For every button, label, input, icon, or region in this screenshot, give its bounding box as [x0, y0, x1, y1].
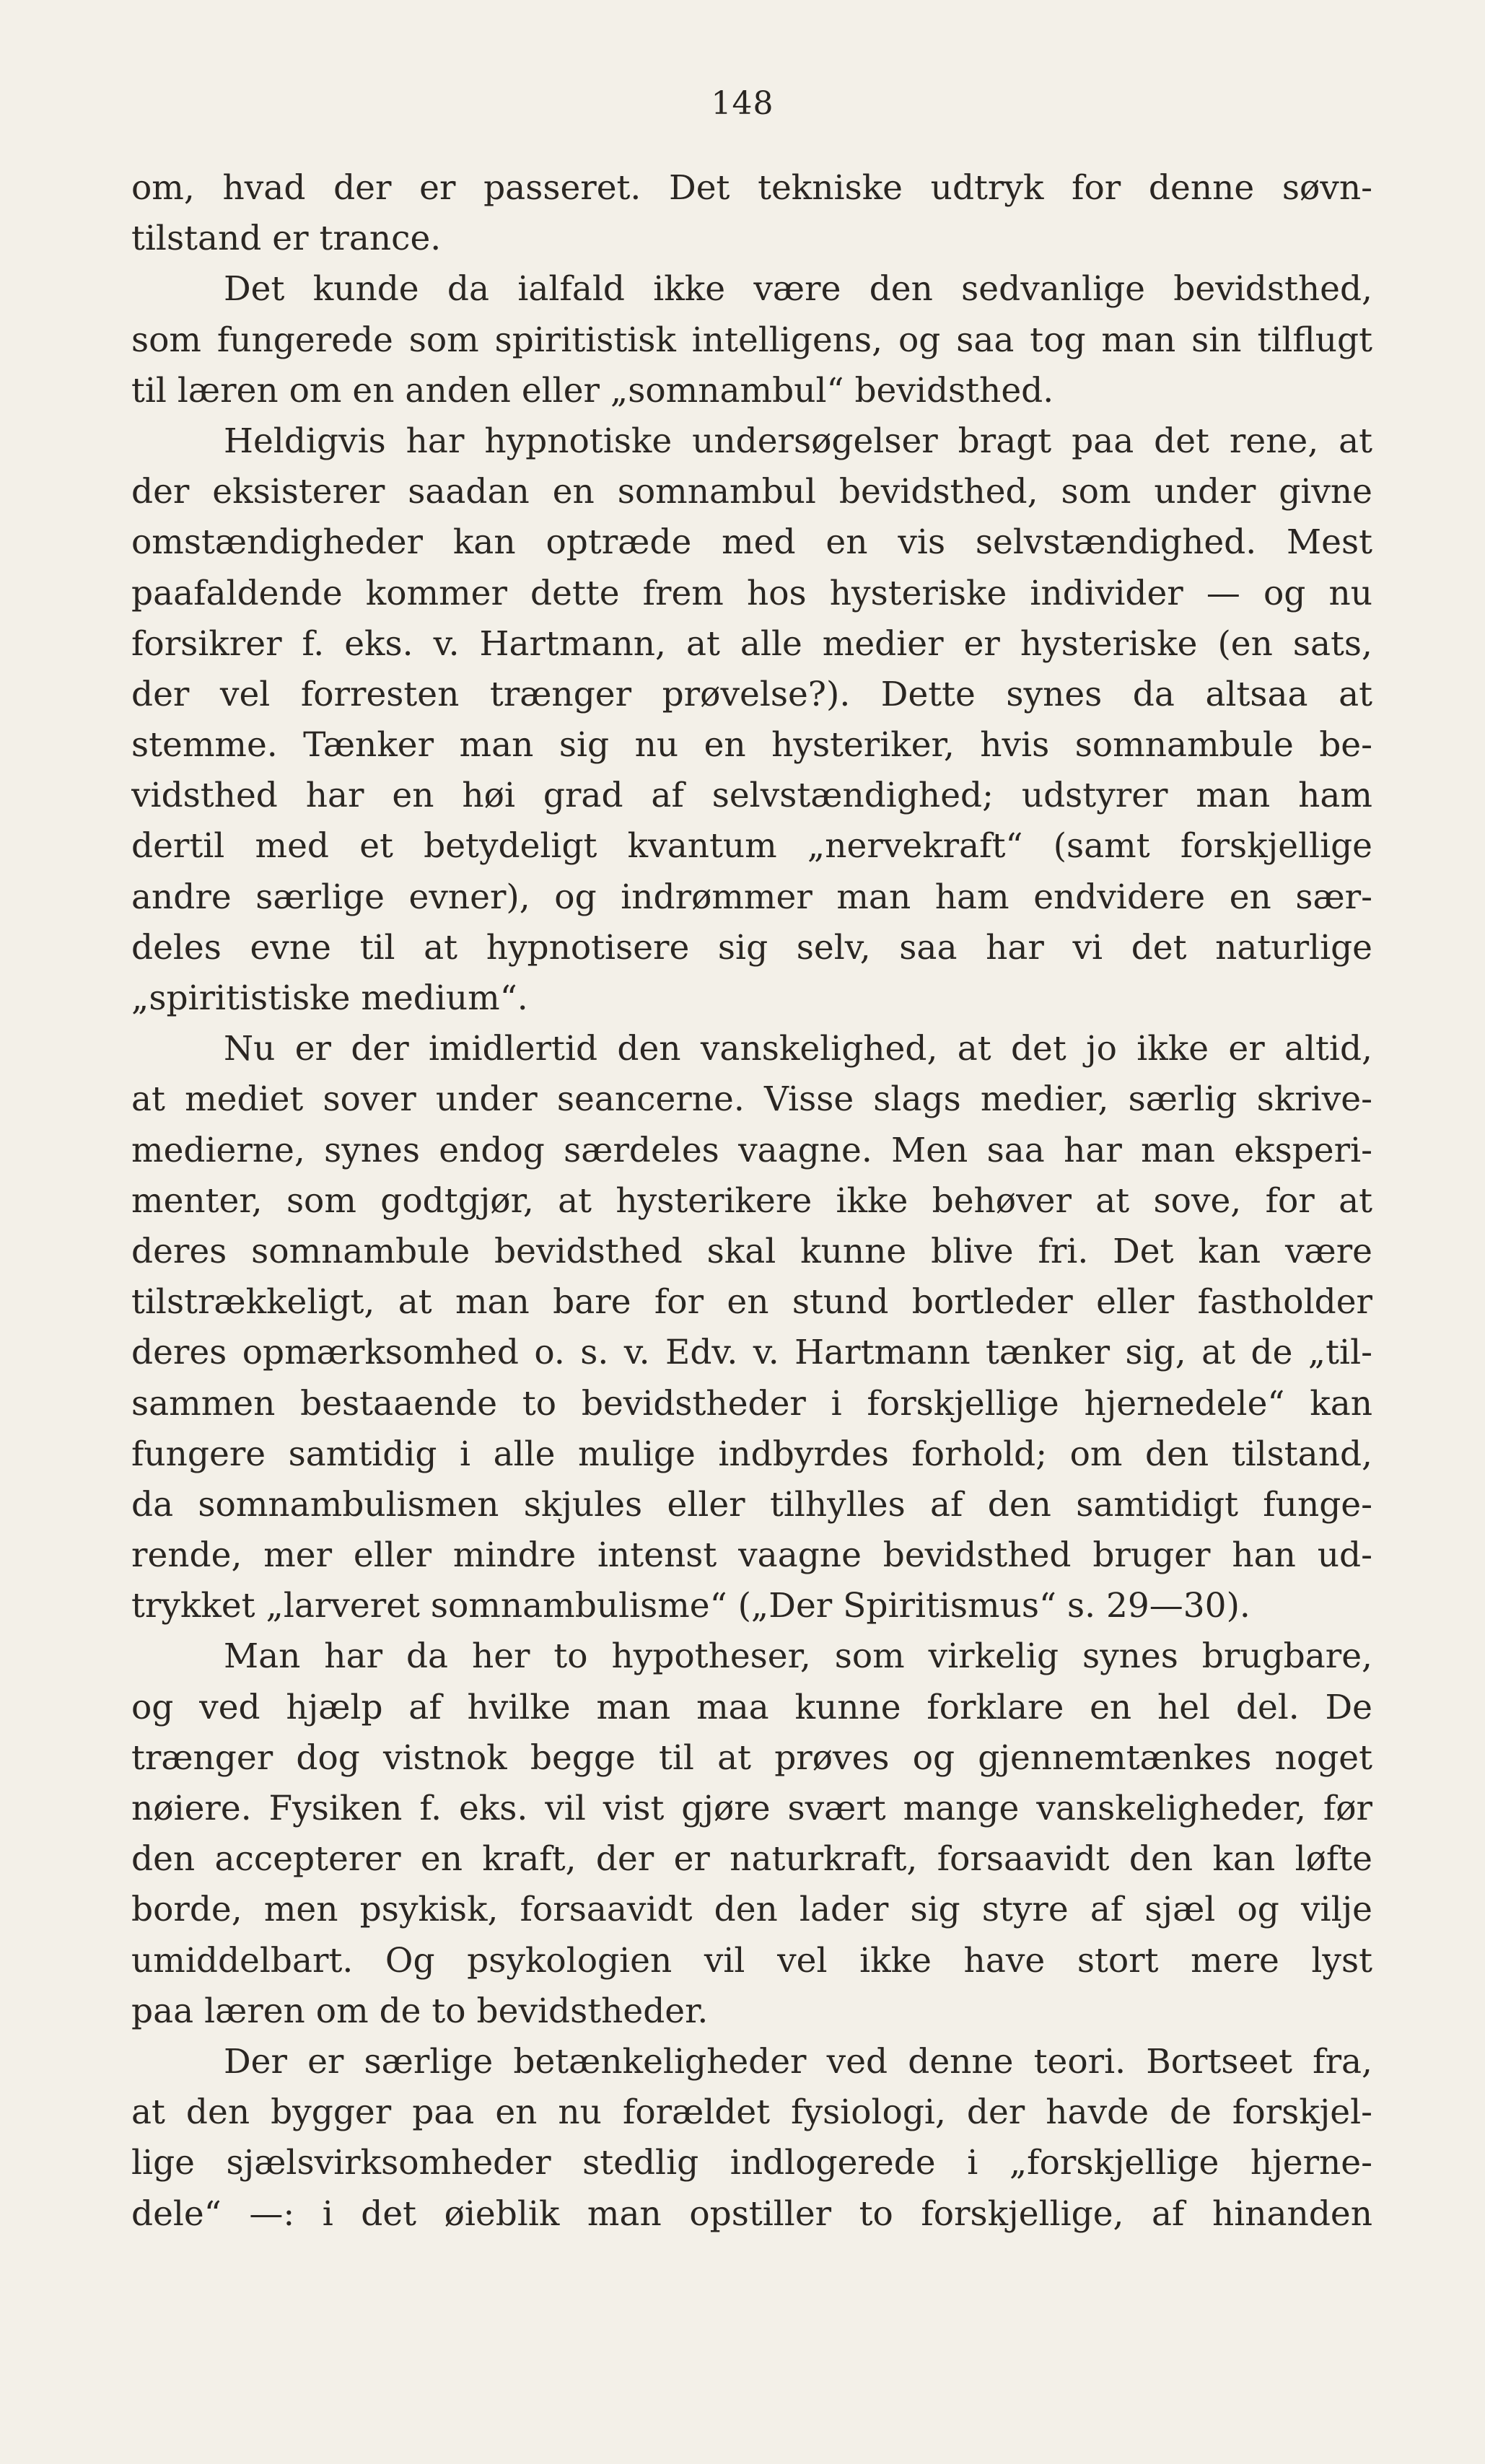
text-line: rende, mer eller mindre intenst vaagne bevidsthed bruger han ud- [131, 1535, 1372, 1576]
text-line: lige sjælsvirksomheder stedlig indlogerede i „forskjellige hjerne- [131, 2143, 1372, 2183]
text-line: umiddelbart. Og psykologien vil vel ikke have stort mere lyst [131, 1940, 1372, 1981]
text-line: vidsthed har en høi grad af selvstændighed; udstyrer man ham [131, 776, 1372, 816]
page-number: 148 [711, 85, 774, 122]
text-line: deres somnambule bevidsthed skal kunne blive fri. Det kan være [131, 1231, 1372, 1271]
text-line: da somnambulismen skjules eller tilhylles af den samtidigt funge- [131, 1484, 1372, 1525]
text-line: stemme. Tænker man sig nu en hysteriker, hvis somnambule be- [131, 725, 1372, 766]
text-line: der vel forresten trænger prøvelse?). Dette synes da altsaa at [131, 674, 1372, 714]
text-line: dele“ —: i det øieblik man opstiller to forskjellige, af hinanden [131, 2193, 1372, 2234]
text-line: menter, som godtgjør, at hysterikere ikke behøver at sove, for at [131, 1180, 1372, 1221]
text-line: omstændigheder kan optræde med en vis selvstændighed. Mest [131, 522, 1372, 563]
text-line: Nu er der imidlertid den vanskelighed, at det jo ikke er altid, [224, 1029, 1372, 1069]
text-line: der eksisterer saadan en somnambul bevidsthed, som under givne [131, 472, 1372, 512]
text-line: forsikrer f. eks. v. Hartmann, at alle medier er hysteriske (en sats, [131, 623, 1372, 664]
text-line: tilstrækkeligt, at man bare for en stund bortleder eller fastholder [131, 1282, 1372, 1323]
text-line: trænger dog vistnok begge til at prøves og gjennemtænkes noget [131, 1737, 1372, 1778]
text-line: den accepterer en kraft, der er naturkraft, forsaavidt den kan løfte [131, 1839, 1372, 1880]
text-line: at den bygger paa en nu forældet fysiologi, der havde de forskjel- [131, 2092, 1372, 2133]
text-line: paa læren om de to bevidstheder. [131, 1991, 709, 2031]
text-line: tilstand er trance. [131, 219, 442, 259]
text-line: som fungerede som spiritistisk intelligens, og saa tog man sin tilflugt [131, 320, 1372, 360]
text-line: Heldigvis har hypnotiske undersøgelser bragt paa det rene, at [224, 421, 1372, 461]
text-line: andre særlige evner), og indrømmer man ham endvidere en sær- [131, 877, 1372, 917]
text-line: Man har da her to hypotheser, som virkelig synes brugbare, [224, 1636, 1372, 1677]
text-line: medierne, synes endog særdeles vaagne. Men saa har man eksperi- [131, 1130, 1372, 1170]
text-line: „spiritistiske medium“. [131, 978, 528, 1018]
text-line: om, hvad der er passeret. Det tekniske udtryk for denne søvn- [131, 168, 1372, 208]
text-line: deles evne til at hypnotisere sig selv, saa har vi det naturlige [131, 927, 1372, 968]
text-line: fungere samtidig i alle mulige indbyrdes forhold; om den tilstand, [131, 1434, 1372, 1474]
text-line: at mediet sover under seancerne. Visse slags medier, særlig skrive- [131, 1079, 1372, 1120]
text-line: trykket „larveret somnambulisme“ („Der Spiritismus“ s. 29—30). [131, 1586, 1250, 1626]
body-text [131, 163, 1372, 2240]
text-line: sammen bestaaende to bevidstheder i forskjellige hjernedele“ kan [131, 1383, 1372, 1424]
text-line: til læren om en anden eller „somnambul“ bevidsthed. [131, 370, 1054, 411]
text-line: dertil med et betydeligt kvantum „nervekraft“ (samt forskjellige [131, 826, 1372, 867]
text-line: borde, men psykisk, forsaavidt den lader sig styre af sjæl og vilje [131, 1890, 1372, 1930]
text-line: paafaldende kommer dette frem hos hysteriske individer — og nu [131, 573, 1372, 613]
text-line: Der er særlige betænkeligheder ved denne teori. Bortseet fra, [224, 2041, 1372, 2082]
text-line: deres opmærksomhed o. s. v. Edv. v. Hartmann tænker sig, at de „til- [131, 1333, 1372, 1373]
text-line: og ved hjælp af hvilke man maa kunne forklare en hel del. De [131, 1687, 1372, 1727]
text-line: Det kunde da ialfald ikke være den sedvanlige bevidsthed, [224, 269, 1372, 310]
text-line: nøiere. Fysiken f. eks. vil vist gjøre svært mange vanskeligheder, før [131, 1789, 1372, 1828]
